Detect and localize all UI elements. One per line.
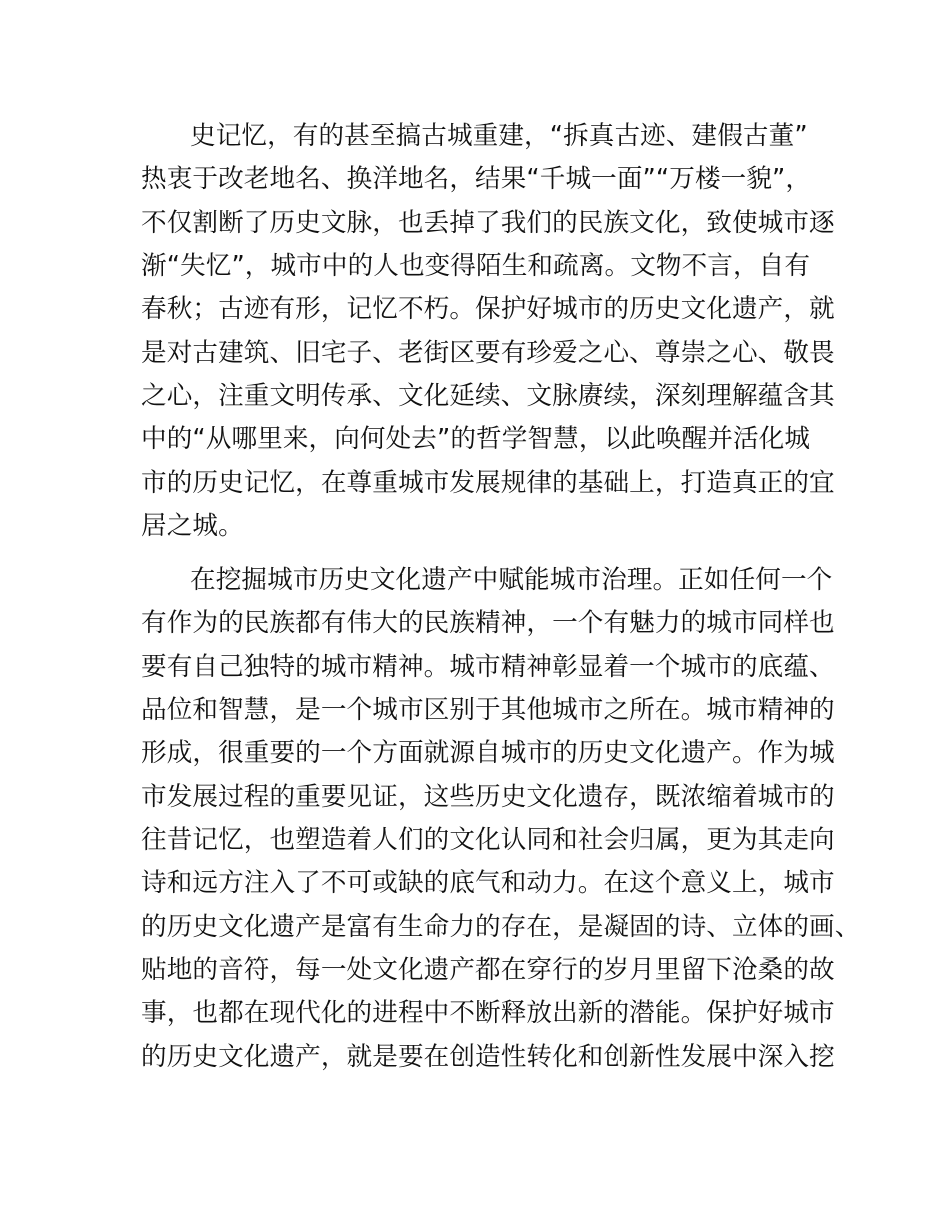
text-line: 居之城。 — [141, 511, 244, 542]
text-line: 诗和远方注入了不可或缺的底气和动力。在这个意义上，城市 — [141, 868, 835, 899]
paragraph-2 — [141, 559, 861, 1079]
text-line: 要有自己独特的城市精神。城市精神彰显着一个城市的底蕴、 — [141, 651, 835, 682]
text-line: 往昔记忆，也塑造着人们的文化认同和社会归属，更为其走向 — [141, 825, 835, 856]
text-line: 形成，很重要的一个方面就源自城市的历史文化遗产。作为城 — [141, 738, 835, 769]
text-line: 贴地的音符，每一处文化遗产都在穿行的岁月里留下沧桑的故 — [141, 955, 835, 986]
text-line: 春秋；古迹有形，记忆不朽。保护好城市的历史文化遗产，就 — [141, 294, 835, 325]
text-line: 渐“失忆”，城市中的人也变得陌生和疏离。文物不言，自有 — [141, 251, 811, 282]
text-line: 中的“从哪里来，向何处去”的哲学智慧，以此唤醒并活化城 — [141, 424, 811, 455]
text-line: 热衷于改老地名、换洋地名，结果“千城一面”“万楼一貌”， — [141, 164, 812, 195]
text-line: 有作为的民族都有伟大的民族精神，一个有魅力的城市同样也 — [141, 608, 835, 639]
text-line: 之心，注重文明传承、文化延续、文脉赓续，深刻理解蕴含其 — [141, 381, 835, 412]
text-line: 的历史文化遗产，就是要在创造性转化和创新性发展中深入挖 — [141, 1041, 835, 1072]
text-line: 的历史文化遗产是富有生命力的存在，是凝固的诗、立体的画、 — [141, 911, 861, 942]
text-line: 品位和智慧，是一个城市区别于其他城市之所在。城市精神的 — [141, 695, 835, 726]
text-line: 是对古建筑、旧宅子、老街区要有珍爱之心、尊崇之心、敬畏 — [141, 337, 835, 368]
text-line: 市发展过程的重要见证，这些历史文化遗存，既浓缩着城市的 — [141, 781, 835, 812]
text-line: 史记忆，有的甚至搞古城重建，“拆真古迹、建假古董” — [190, 121, 808, 151]
text-line: 事，也都在现代化的进程中不断释放出新的潜能。保护好城市 — [141, 998, 835, 1029]
paragraph-1 — [141, 115, 835, 548]
text-line: 不仅割断了历史文脉，也丢掉了我们的民族文化，致使城市逐 — [141, 207, 835, 238]
text-line: 市的历史记忆，在尊重城市发展规律的基础上，打造真正的宜 — [141, 467, 835, 498]
text-line: 在挖掘城市历史文化遗产中赋能城市治理。正如任何一个 — [190, 565, 833, 595]
